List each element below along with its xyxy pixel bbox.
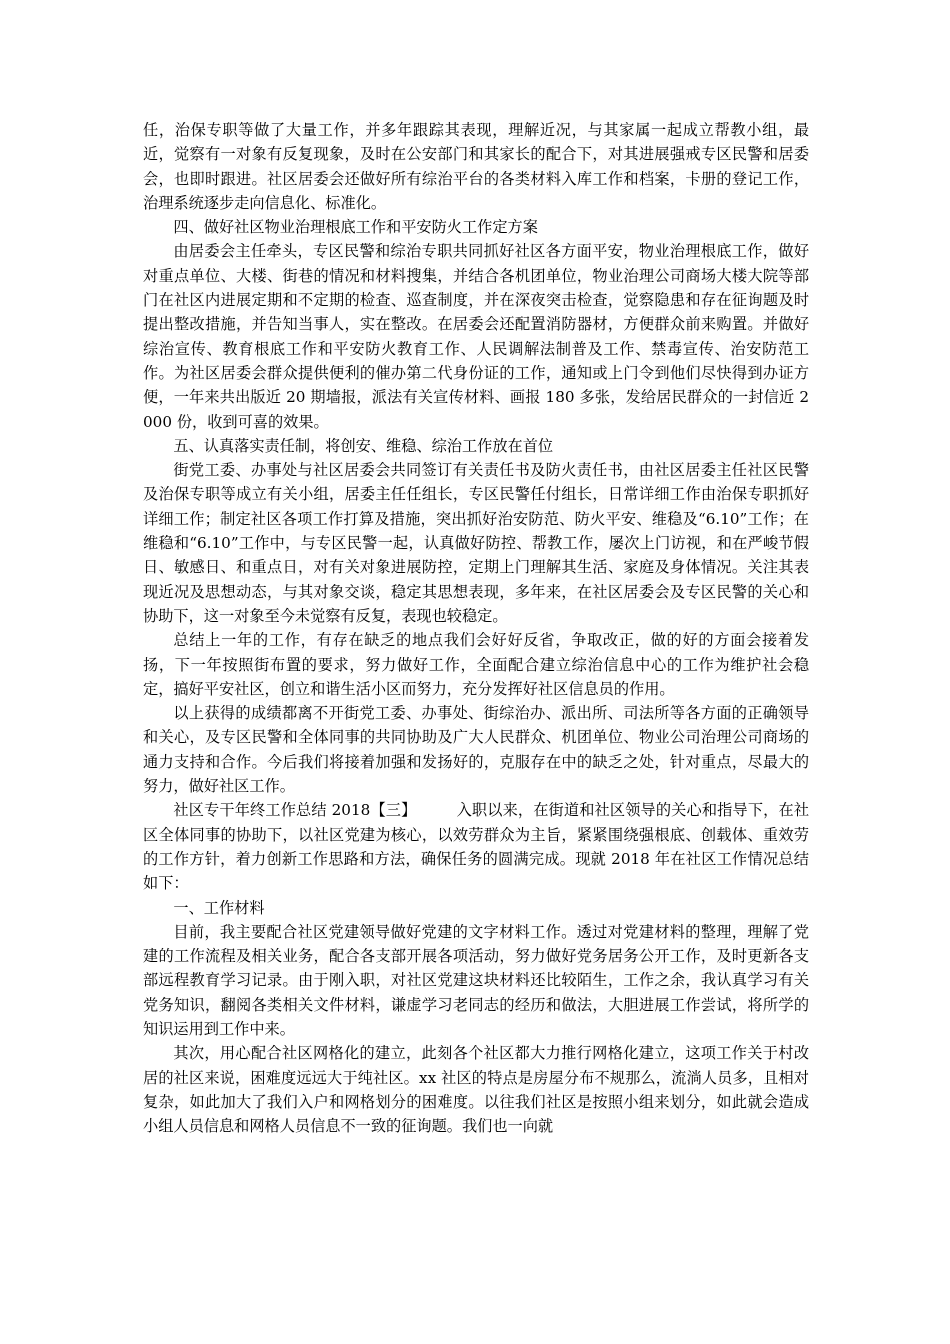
section-heading-five: 五、认真落实责任制，将创安、维稳、综治工作放在首位 [173,436,554,455]
report-three-title: 社区专干年终工作总结 2018【三】 [173,801,417,820]
document-page [143,118,809,1138]
paragraph-property-safety: 由居委会主任牵头，专区民警和综治专职共同抓好社区各方面平安，物业治理根底工作，做好对重点单位、大楼、街巷的情况和材料搜集，并结合各机团单位，物业治理公司商场大楼大院等部门在社区内进展定期和不定期的检查、巡查制度，并在深夜突击检查，觉察隐患和存在征询题及时提出整改措施，并告知当事人，实在整改。在居委会还配置消防器材，方便群众前来购置。并做好综治宣传、教育根底工作和平安防火教育工作、人民调解法制普及工作、禁毒宣传、治安防范工作。为社区居委会群众提供便利的催办第二代身份证的工作，通知或上门令到他们尽快得到办证方便，一年来共出版近 20 期墙报，派法有关宣传材料、画报 180 多张，发给居民群众的一封信近 2000 份，收到可喜的效果。 [143,242,809,431]
paragraph-achievements: 以上获得的成绩都离不开街党工委、办事处、街综治办、派出所、司法所等各方面的正确领导和关心，及专区民警和全体同事的共同协助及广大人民群众、机团单位、物业公司治理公司商场的通力支持和合作。今后我们将接着加强和发扬好的，克服存在中的缺乏之处，针对重点，尽最大的努力，做好社区工作。 [143,704,809,796]
paragraph-report-three [143,798,809,895]
paragraph-summary: 总结上一年的工作，有存在缺乏的地点我们会好好反省，争取改正，做的好的方面会接着发扬，下一年按照街布置的要求，努力做好工作，全面配合建立综治信息中心的工作为维护社会稳定，搞好平安社区，创立和谐生活小区而努力，充分发挥好社区信息员的作用。 [143,631,809,698]
section-heading-four: 四、做好社区物业治理根底工作和平安防火工作定方案 [173,218,538,237]
paragraph-responsibility: 街党工委、办事处与社区居委会共同签订有关责任书及防火责任书，由社区居委主任社区民警及治保专职等成立有关小组，居委主任任组长，专区民警任付组长，日常详细工作由治保专职抓好详细工作；制定社区各项工作打算及措施，突出抓好治安防范、防火平安、维稳及“6.10”工作；在维稳和“6.10”工作中，与专区民警一起，认真做好防控、帮教工作，屡次上门访视，和在严峻节假日、敏感日、和重点日，对有关对象进展防控，定期上门理解其生活、家庭及身体情况。关注其表现近况及思想动态，与其对象交谈，稳定其思想表现，多年来，在社区居委会及专区民警的关心和协助下，这一对象至今未觉察有反复，表现也较稳定。 [143,461,809,625]
section-heading-work-materials: 一、工作材料 [173,898,265,917]
report-three-intro: 入职以来，在街道和社区领导的关心和指导下，在社区全体同事的协助下，以社区党建为核心，以效劳群众为主旨，紧紧围绕强根底、创载体、重效劳的工作方针，着力创新工作思路和方法，确保任务的圆满完成。现就 2018 年在社区工作情况总结如下： [143,801,810,893]
paragraph-grid-management: 其次，用心配合社区网格化的建立，此刻各个社区都大力推行网格化建立，这项工作关于村改居的社区来说，困难度远远大于纯社区。xx 社区的特点是房屋分布不规那么，流淌人员多，且相对复杂，如此加大了我们入户和网格划分的困难度。以往我们社区是按照小组来划分，如此就会造成小组人员信息和网格人员信息不一致的征询题。我们也一向就 [143,1044,809,1136]
paragraph-continuation: 任，治保专职等做了大量工作，并多年跟踪其表现，理解近况，与其家属一起成立帮教小组，最近，觉察有一对象有反复现象，及时在公安部门和其家长的配合下，对其进展强戒专区民警和居委会，也即时跟进。社区居委会还做好所有综治平台的各类材料入库工作和档案，卡册的登记工作，治理系统逐步走向信息化、标准化。 [143,121,809,212]
paragraph-party-materials: 目前，我主要配合社区党建领导做好党建的文字材料工作。透过对党建材料的整理，理解了党建的工作流程及相关业务，配合各支部开展各项活动，努力做好党务居务公开工作，及时更新各支部远程教育学习记录。由于刚入职，对社区党建这块材料还比较陌生，工作之余，我认真学习有关党务知识，翻阅各类相关文件材料，谦虚学习老同志的经历和做法，大胆进展工作尝试，将所学的知识运用到工作中来。 [143,922,809,1038]
